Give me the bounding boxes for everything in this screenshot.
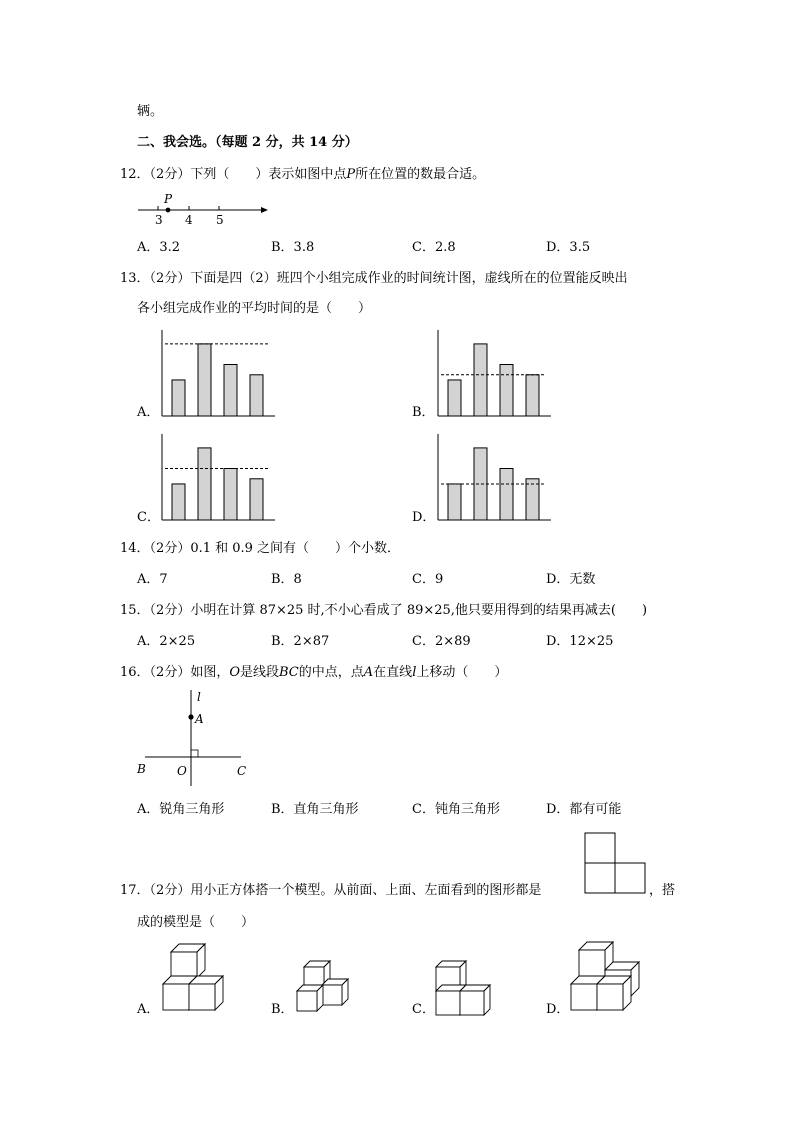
q17-option-a-label[interactable]: A． [137,1002,160,1017]
q17-view-figure [584,832,648,896]
q12-point-p: P [346,167,356,182]
q13-option-b-label[interactable]: B． [412,405,435,420]
q12-number-line [130,190,280,230]
q16-option-b[interactable]: B．直角三角形 [271,802,359,817]
q17-model-b[interactable] [294,955,354,1020]
chart-bar [250,479,263,520]
chart-bar [474,448,487,520]
section-heading [137,135,358,151]
chart-bar [224,469,237,521]
chart-bar [250,375,263,416]
cube [171,944,205,978]
q13-chart-a[interactable] [160,330,280,420]
q16-figure [130,688,260,788]
chart-bar [198,344,211,416]
point-b-label: B [137,762,146,776]
q17-model-d[interactable] [568,940,648,1020]
q17-model-a[interactable] [160,940,230,1020]
q12-option-a[interactable]: A．3.2 [137,240,181,255]
chart-bar [526,479,539,520]
q15-option-c[interactable]: C．2×89 [412,634,471,649]
q12-prefix: 12．（2分）下列（ ）表示如图中点 [120,167,347,182]
q16-l: l [412,665,417,680]
q16-a: A [363,665,374,680]
q13-option-c-label[interactable]: C． [137,510,160,525]
q17-option-b-label[interactable]: B． [271,1002,294,1017]
q12-option-b[interactable]: B．3.8 [271,240,315,255]
point-a-dot [188,714,193,719]
chart-bar [448,484,461,520]
q13-stem-line1: 13．（2分）下面是四（2）班四个小组完成作业的时间统计图，虚线所在的位置能反映出 [120,271,628,286]
q16-option-c[interactable]: C．钝角三角形 [412,802,500,817]
q14-option-d[interactable]: D．无数 [546,572,596,587]
point-c-label: C [237,764,247,778]
q15-option-d[interactable]: D．12×25 [546,634,614,649]
q13-option-d-label[interactable]: D． [412,510,436,525]
q17-model-c[interactable] [433,955,493,1020]
section-note: （每题 2 分，共 14 分） [215,135,358,150]
point-o-label: O [177,764,187,778]
chart-bar [448,380,461,416]
section-title: 二、我会选。 [137,135,216,150]
chart-bar [172,484,185,520]
q13-chart-b[interactable] [436,330,556,420]
tick-label-5: 5 [216,213,224,227]
chart-bar [198,448,211,520]
line-l-label: l [197,690,201,704]
chart-bar [224,365,237,417]
q13-option-a-label[interactable]: A． [137,405,160,420]
point-p-label: P [164,192,173,206]
q16-mid2: 的中点，点 [298,665,364,680]
q15-stem: 15．（2分）小明在计算 87×25 时,不小心看成了 89×25,他只要用得到的结果再减去( ) [120,603,648,618]
q13-stem-line2: 各小组完成作业的平均时间的是（ ） [137,301,372,316]
cube [297,985,323,1011]
chart-bar [172,380,185,416]
q17-stem-line1-end: ，搭 [649,883,676,898]
q14-stem: 14．（2分）0.1 和 0.9 之间有（ ）个小数． [120,541,401,556]
chart-bar [500,469,513,521]
cube [597,976,631,1010]
q16-prefix: 16．（2分）如图， [120,665,230,680]
q14-option-b[interactable]: B．8 [271,572,302,587]
q16-bc: BC [279,665,299,680]
q12-option-c[interactable]: C．2.8 [412,240,456,255]
q16-mid1: 是线段 [240,665,280,680]
q16-option-a[interactable]: A．锐角三角形 [137,802,225,817]
q12-option-d[interactable]: D．3.5 [546,240,591,255]
point-p-dot [166,208,171,213]
cube [322,979,348,1005]
q17-option-c-label[interactable]: C． [412,1002,435,1017]
q14-option-c[interactable]: C．9 [412,572,444,587]
q16-suffix: 上移动（ ） [416,665,508,680]
q17-stem-line2: 成的模型是（ ） [137,915,255,930]
q15-option-a[interactable]: A．2×25 [137,634,196,649]
q15-option-b[interactable]: B．2×87 [271,634,330,649]
q13-chart-c[interactable] [160,434,280,524]
chart-bar [500,365,513,417]
q17-stem-line1: 17．（2分）用小正方体搭一个模型。从前面、上面、左面看到的图形都是 [120,883,542,898]
chart-bar [526,375,539,416]
q16-mid3: 在直线 [373,665,413,680]
cube [460,985,490,1015]
chart-bar [474,344,487,416]
q13-chart-d[interactable] [436,434,556,524]
continuation-text: 辆。 [137,104,164,119]
point-a-label: A [195,712,204,726]
cube [189,976,223,1010]
q14-option-a[interactable]: A．7 [137,572,168,587]
q16-o: O [229,665,240,680]
tick-label-3: 3 [155,213,163,227]
q12-stem [120,167,485,183]
q16-option-d[interactable]: D．都有可能 [546,802,622,817]
q12-suffix: 所在位置的数最合适。 [355,167,486,182]
q17-option-d-label[interactable]: D． [546,1002,570,1017]
q16-stem [120,665,507,681]
tick-label-4: 4 [185,213,193,227]
